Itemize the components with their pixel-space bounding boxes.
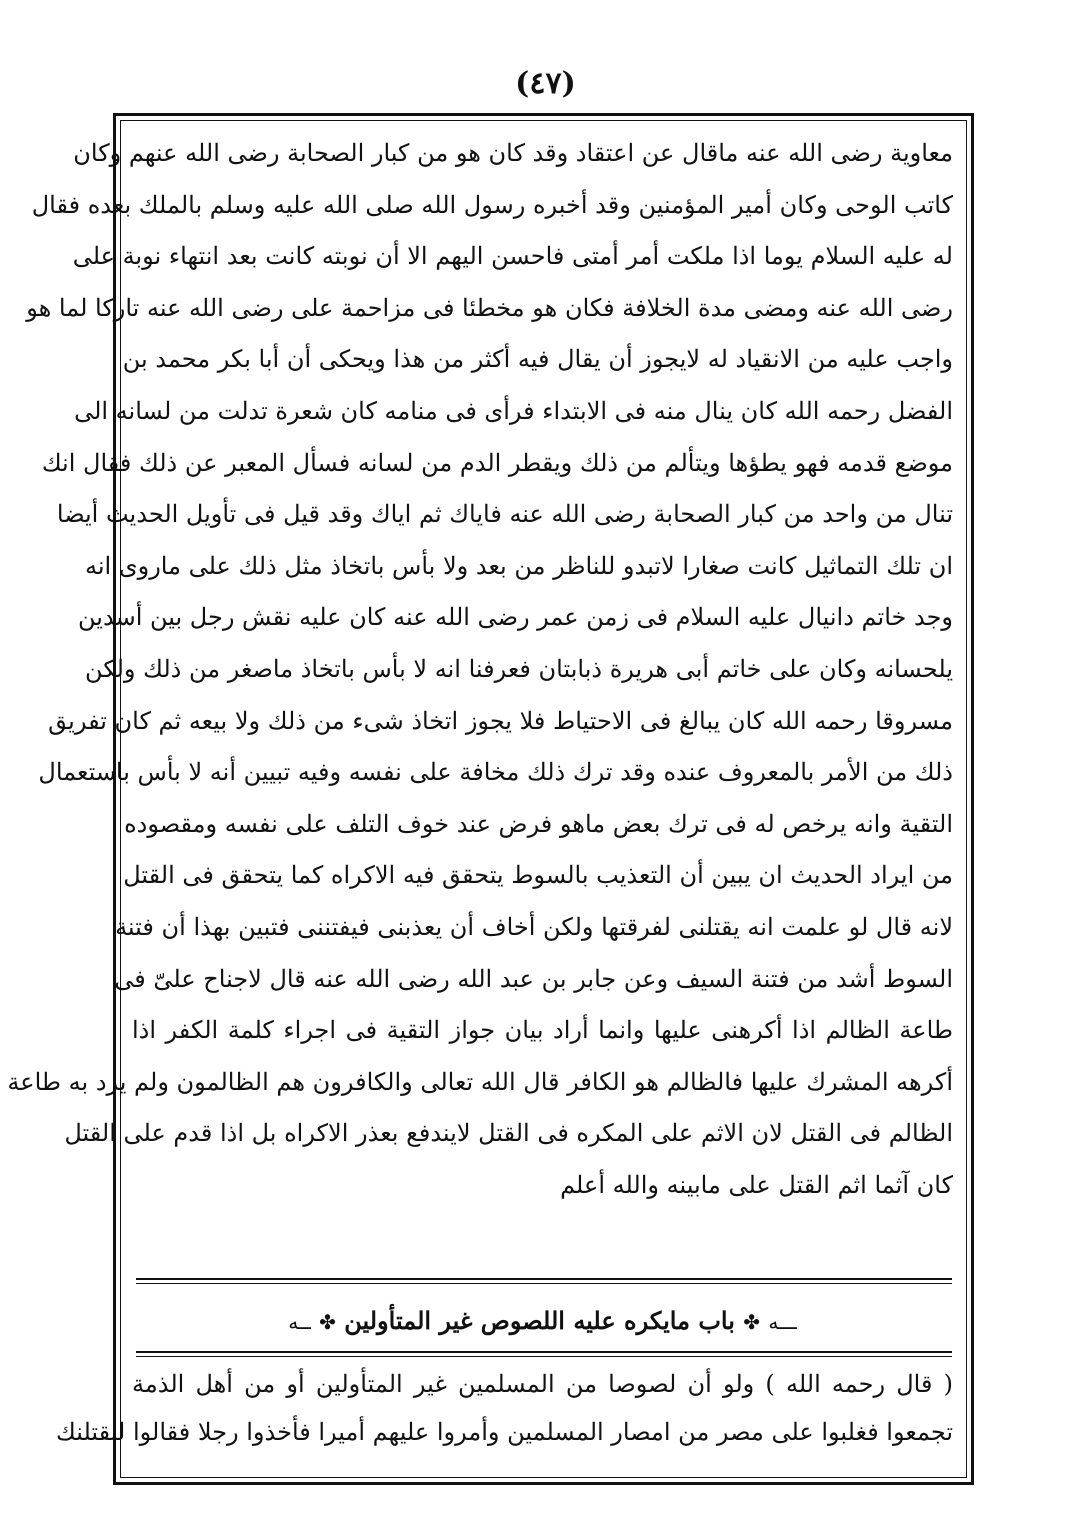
body-line: رضى الله عنه ومضى مدة الخلافة فكان هو مخطئا فى مزاحمة على رضى الله عنه تاركا لما هو [26,293,953,322]
section-line: ( قال رحمه الله ) ولو أن لصوصا من المسلمين غير المتأولين أو من أهل الذمة [132,1370,953,1398]
section-divider-top-thin [136,1283,952,1284]
body-line: معاوية رضى الله عنه ماقال عن اعتقاد وقد كان هو من كبار الصحابة رضى الله عنهم وكان [73,139,953,167]
ornament-icon: ✤ [319,1310,336,1334]
body-line: كاتب الوحى وكان أمير المؤمنين وقد أخبره رسول الله صلى الله عليه وسلم بالملك بعده فقال [31,190,953,219]
body-line: من ايراد الحديث ان يبين أن التعذيب بالسوط يتحقق فيه الاكراه كما يتحقق فى القتل [123,861,953,890]
body-line: ان تلك التماثيل كانت صغارا لاتبدو للناظر من بعد ولا بأس باتخاذ مثل ذلك على ماروى انه [84,551,953,580]
section-heading: باب مايكره عليه اللصوص غير المتأولين [344,1306,735,1335]
page-number: (٤٧) [515,66,576,101]
body-line: موضع قدمه فهو يطؤها ويتألم من ذلك ويقطر الدم من لسانه فسأل المعبر عن ذلك فقال انك [41,448,953,477]
body-line: يلحسانه وكان على خاتم أبى هريرة ذبابتان فعرفنا انه لا بأس باتخاذ ماصغر من ذلك ولكن [85,654,953,683]
section-divider-bottom [136,1351,952,1353]
section-text [55,1360,953,1456]
body-line: الظالم فى القتل لان الاثم على المكره فى القتل لايندفع بعذر الاكراه بل اذا قدم على القتل [64,1119,953,1148]
section-line: تجمعوا فغلبوا على مصر من امصار المسلمين وأمروا عليهم أميرا فأخذوا رجلا فقالوا لنقتلنك [55,1418,953,1446]
body-line: مسروقا رحمه الله كان يبالغ فى الاحتياط فلا يجوز اتخاذ شىء من ذلك ولا بيعه ثم كان تفريق [48,706,953,735]
body-line: له عليه السلام يوما اذا ملكت أمر أمتى فاحسن اليهم الا أن نوبته كانت بعد انتهاء نوبة على [72,242,953,271]
body-line: واجب عليه من الانقياد له لايجوز أن يقال فيه أكثر من هذا ويحكى أن أبا بكر محمد بن [122,345,953,374]
body-line: تنال من واحد من كبار الصحابة رضى الله عنه فاياك ثم اياك وقد قيل فى تأويل الحديث أيضا [56,500,953,529]
section-divider-top [136,1278,952,1280]
body-line: التقية وانه يرخص له فى ترك بعض ماهو فرض عند خوف التلف على نفسه ومقصوده [124,809,953,838]
body-line: لانه قال لو علمت انه يقتلنى لفرقتها ولكن أخاف أن يعذبنى فيفتننى فتبين بهذا أن فتنة [115,912,953,941]
body-line: طاعة الظالم اذا أكرهنى عليها وانما أراد بيان جواز التقية فى اجراء كلمة الكفر اذا [132,1016,953,1045]
body-line: السوط أشد من فتنة السيف وعن جابر بن عبد الله رضى الله عنه قال لاجناح علىّ فى [114,964,953,993]
ornament-icon: ✤ [743,1310,761,1334]
section-divider-bottom-thin [136,1356,952,1357]
body-line-last: كان آثما اثم القتل على مابينه والله أعلم [560,1170,953,1199]
heading-ornament-right: ـــه [768,1310,797,1334]
body-line: ذلك من الأمر بالمعروف عنده وقد ترك ذلك مخافة على نفسه وفيه تبيين أنه لا بأس باستعمال [38,758,953,787]
body-text [7,128,953,1211]
body-line: أكرهه المشرك عليها فالظالم هو الكافر قال الله تعالى والكافرون هم الظالمون ولم يرد به طاعة [7,1067,953,1096]
body-line: الفضل رحمه الله كان ينال منه فى الابتداء فرأى فى منامه كان شعرة تدلت من لسانه الى [74,396,953,425]
heading-ornament-left: ــه [288,1310,311,1334]
body-line: وجد خاتم دانيال عليه السلام فى زمن عمر رضى الله عنه كان عليه نقش رجل بين أسدين [78,603,953,632]
section-heading-row [132,1296,953,1346]
